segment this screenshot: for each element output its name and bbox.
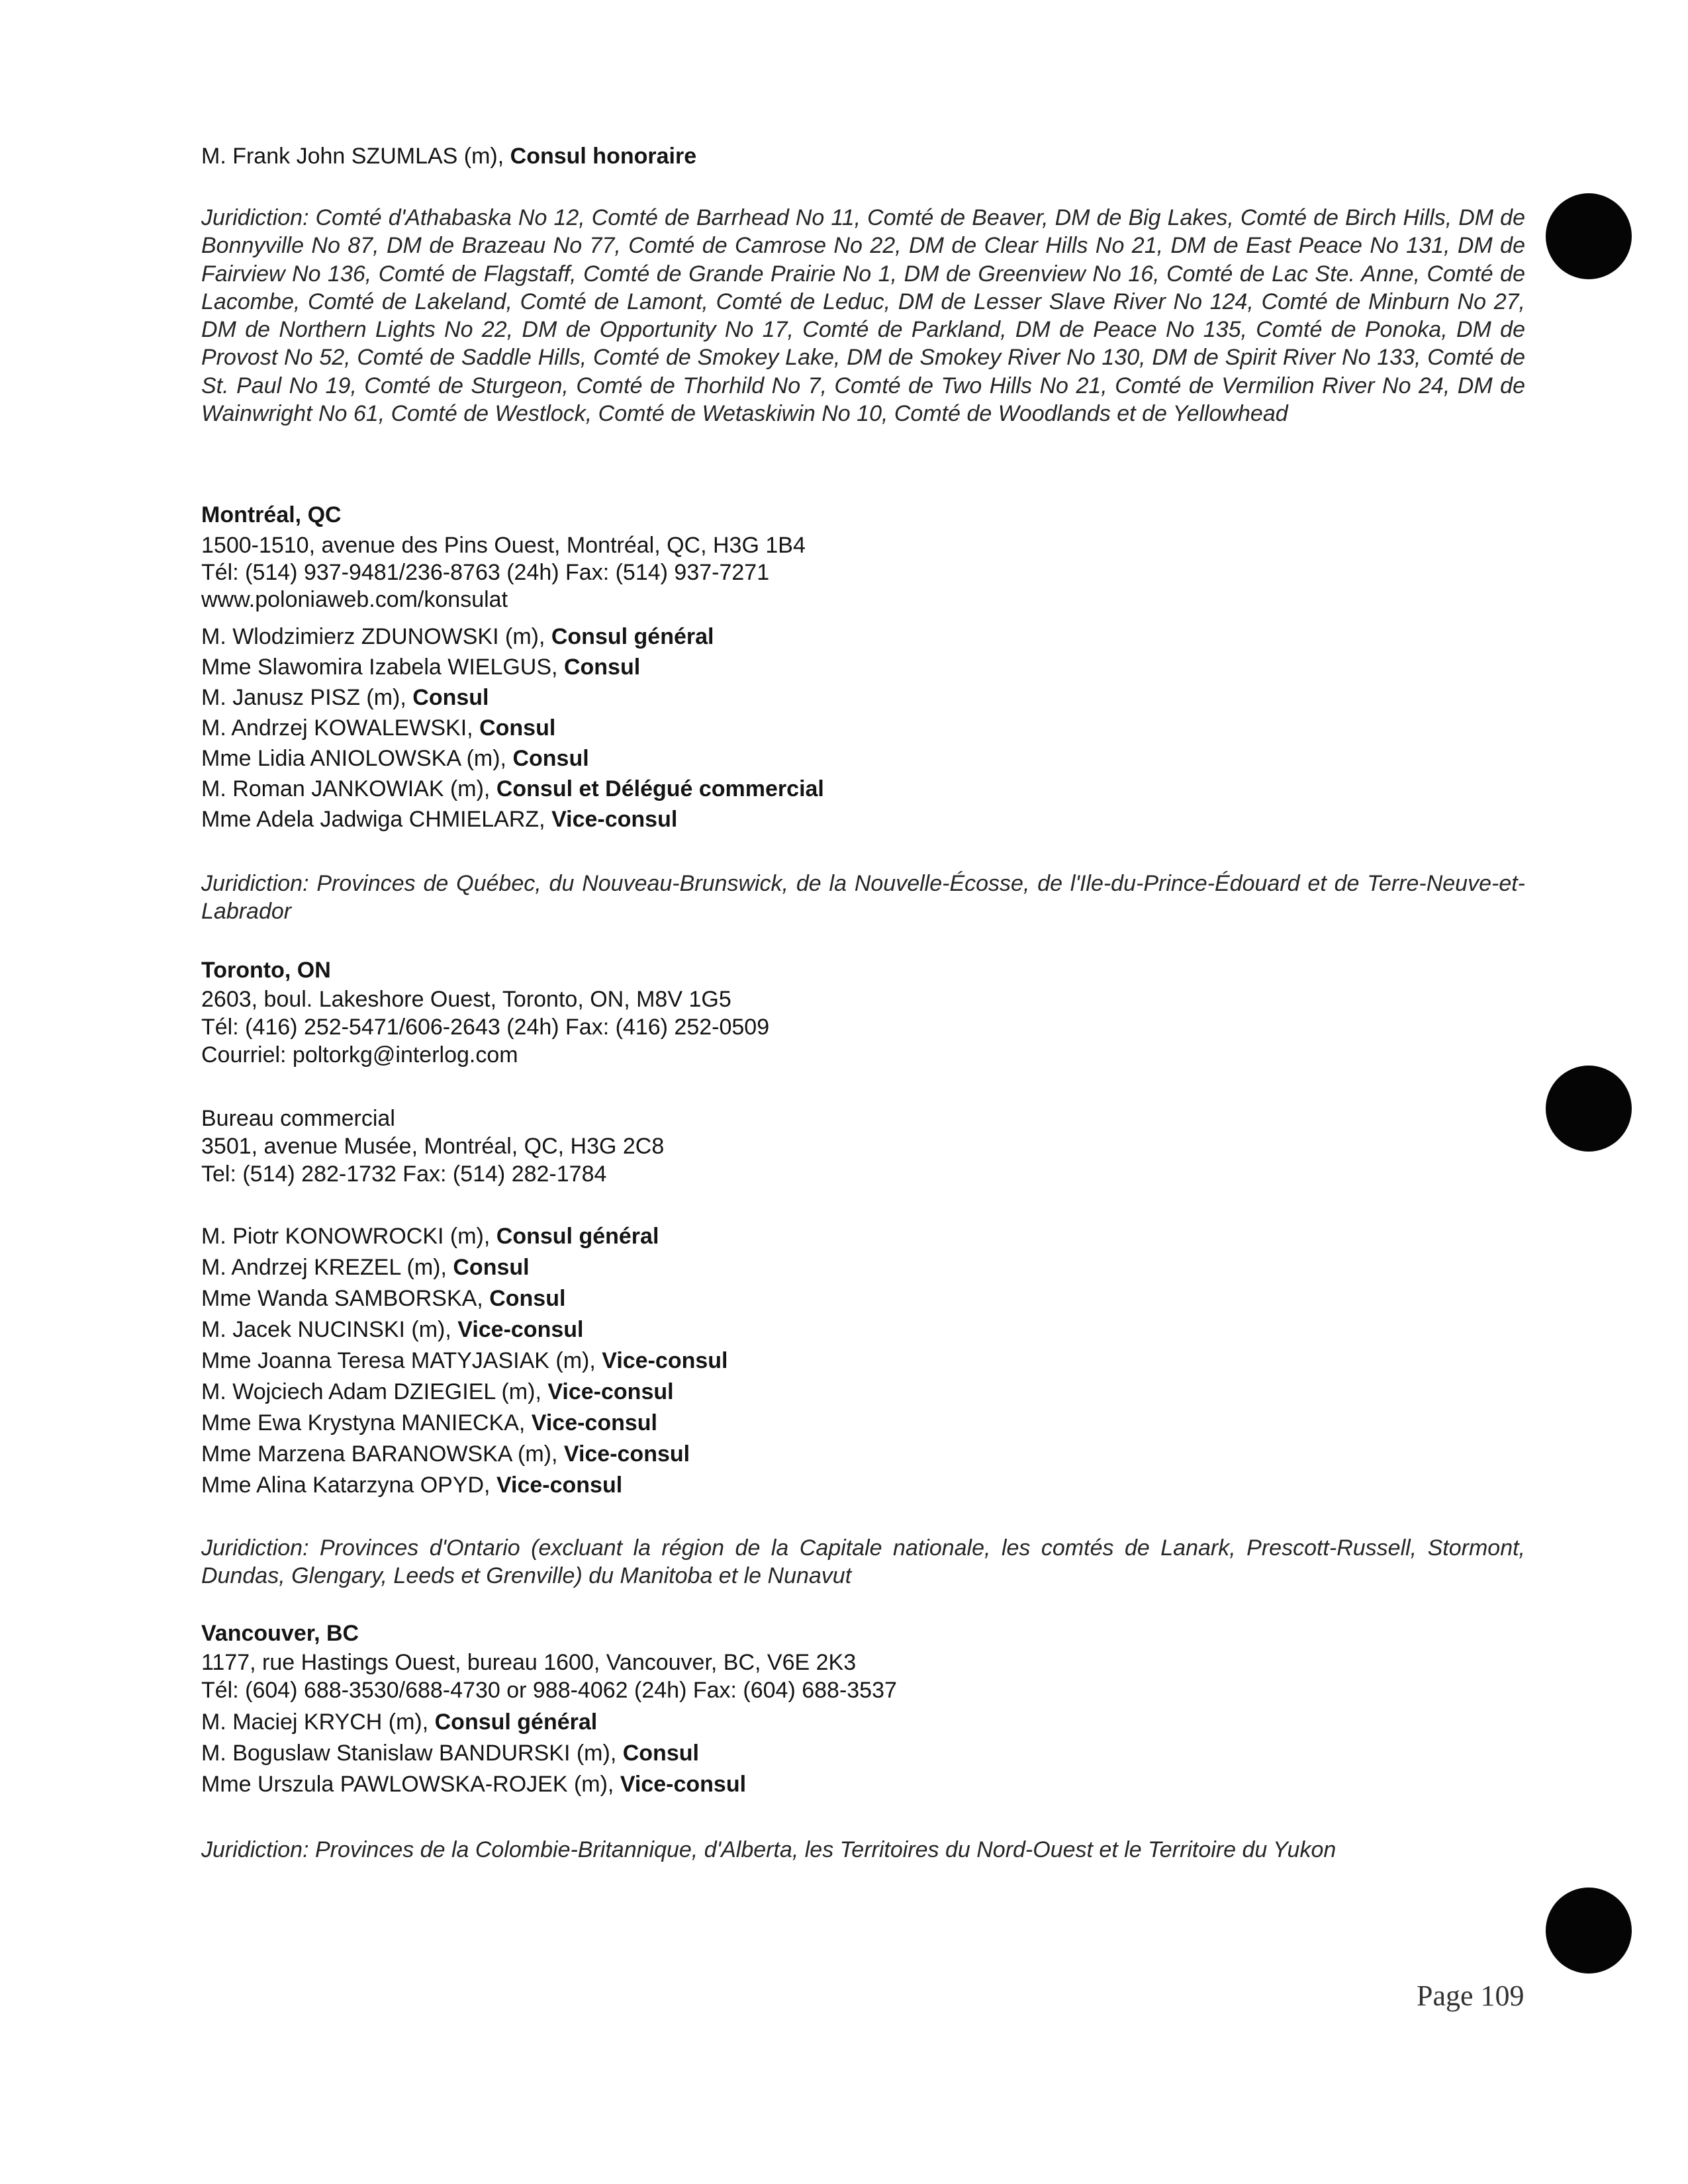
montreal-address: 1500-1510, avenue des Pins Ouest, Montréal, QC, H3G 1B4 — [201, 533, 806, 558]
person-name: Mme Joanna Teresa MATYJASIAK (m), — [201, 1348, 602, 1373]
staff-row — [201, 1377, 1532, 1406]
staff-row — [201, 1346, 1532, 1375]
page-number: Page 109 — [1417, 1979, 1524, 2012]
staff-row — [201, 1739, 1532, 1768]
person-name: M. Boguslaw Stanislaw BANDURSKI (m), — [201, 1741, 623, 1766]
montreal-phone: Tél: (514) 937-9481/236-8763 (24h) Fax: (514) 937-7271 — [201, 560, 770, 585]
person-name: M. Frank John SZUMLAS (m), — [201, 144, 510, 169]
person-name: Mme Adela Jadwiga CHMIELARZ, — [201, 807, 552, 832]
szumlas-entry — [201, 142, 1532, 171]
person-title: Consul général — [434, 1709, 598, 1735]
person-name: Mme Slawomira Izabela WIELGUS, — [201, 655, 564, 680]
binder-hole — [1546, 1888, 1632, 1974]
staff-row — [201, 683, 1532, 712]
vancouver-phone: Tél: (604) 688-3530/688-4730 or 988-4062 (24h) Fax: (604) 688-3537 — [201, 1678, 897, 1703]
staff-row — [201, 1408, 1532, 1437]
person-title: Consul — [622, 1741, 699, 1766]
toronto-email: Courriel: poltorkg@interlog.com — [201, 1042, 518, 1068]
toronto-phone: Tél: (416) 252-5471/606-2643 (24h) Fax: (416) 252-0509 — [201, 1015, 770, 1040]
person-title: Vice-consul — [620, 1772, 747, 1797]
szumlas-jurisdiction: Juridiction: Comté d'Athabaska No 12, Comté de Barrhead No 11, Comté de Beaver, DM de Big Lakes, Comté de Birch Hills, DM de Bonnyville No 87, DM de Brazeau No 77, Comté de Camrose No 22, DM de Clear Hills No 21, DM de East Peace No 131, DM de Fairview No 136, Comté de Flagstaff, Comté de Grande Prairie No 1, DM de Greenview No 16, Comté de Lac Ste. Anne, Comté de Lacombe, Comté de Lakeland, Comté de Lamont, Comté de Leduc, DM de Lesser Slave River No 124, Comté de Minburn No 27, DM de Northern Lights No 22, DM de Opportunity No 17, Comté de Parkland, DM de Peace No 135, Comté de Ponoka, DM de Provost No 52, Comté de Saddle Hills, Comté de Smokey Lake, DM de Smokey River No 130, DM de Spirit River No 133, Comté de St. Paul No 19, Comté de Sturgeon, Comté de Thorhild No 7, Comté de Two Hills No 21, Comté de Vermilion River No 24, DM de Wainwright No 61, Comté de Westlock, Comté de Wetaskiwin No 10, Comté de Woodlands et de Yellowhead — [201, 205, 1525, 427]
person-title: Consul — [512, 746, 589, 771]
person-name: Mme Lidia ANIOLOWSKA (m), — [201, 746, 513, 771]
person-title: Consul — [412, 685, 489, 710]
staff-row — [201, 1284, 1532, 1313]
person-name: Mme Marzena BARANOWSKA (m), — [201, 1441, 564, 1467]
vancouver-jurisdiction: Juridiction: Provinces de la Colombie-Britannique, d'Alberta, les Territoires du Nord-Ouest et le Territoire du Yukon — [201, 1837, 1336, 1862]
person-name: M. Jacek NUCINSKI (m), — [201, 1317, 458, 1342]
trade-office-label: Bureau commercial — [201, 1106, 395, 1131]
montreal-heading: Montréal, QC — [201, 502, 342, 527]
person-title: Vice-consul — [496, 1473, 623, 1498]
person-name: M. Roman JANKOWIAK (m), — [201, 776, 496, 801]
staff-row — [201, 1253, 1532, 1282]
staff-row — [201, 774, 1532, 803]
person-title: Vice-consul — [531, 1410, 658, 1435]
staff-row — [201, 713, 1532, 743]
staff-row — [201, 1707, 1532, 1737]
person-title: Consul honoraire — [510, 144, 697, 169]
staff-row — [201, 1471, 1532, 1500]
person-name: M. Andrzej KOWALEWSKI, — [201, 715, 480, 741]
person-title: Consul — [563, 655, 641, 680]
staff-row — [201, 622, 1532, 651]
staff-row — [201, 1315, 1532, 1344]
person-name: M. Wojciech Adam DZIEGIEL (m), — [201, 1379, 548, 1404]
person-title: Vice-consul — [563, 1441, 690, 1467]
staff-row — [201, 1439, 1532, 1469]
person-name: M. Andrzej KREZEL (m), — [201, 1255, 453, 1280]
binder-hole — [1546, 1066, 1632, 1152]
binder-hole — [1546, 193, 1632, 279]
person-name: Mme Ewa Krystyna MANIECKA, — [201, 1410, 532, 1435]
vancouver-address: 1177, rue Hastings Ouest, bureau 1600, Vancouver, BC, V6E 2K3 — [201, 1650, 857, 1675]
person-title: Consul et Délégué commercial — [496, 776, 824, 801]
staff-row — [201, 805, 1532, 834]
person-title: Consul général — [551, 624, 714, 649]
person-title: Vice-consul — [602, 1348, 728, 1373]
person-title: Consul — [453, 1255, 530, 1280]
staff-row — [201, 1222, 1532, 1251]
toronto-jurisdiction: Juridiction: Provinces d'Ontario (excluant la région de la Capitale nationale, les comtés de Lanark, Prescott-Russell, Stormont, Dundas, Glengary, Leeds et Grenville) du Manitoba et le Nunavut — [201, 1535, 1525, 1589]
person-title: Vice-consul — [551, 807, 678, 832]
person-name: M. Janusz PISZ (m), — [201, 685, 413, 710]
person-title: Vice-consul — [547, 1379, 674, 1404]
toronto-address: 2603, boul. Lakeshore Ouest, Toronto, ON, M8V 1G5 — [201, 987, 731, 1012]
person-title: Vice-consul — [457, 1317, 584, 1342]
toronto-heading: Toronto, ON — [201, 958, 331, 983]
person-name: M. Piotr KONOWROCKI (m), — [201, 1224, 496, 1249]
person-title: Consul — [489, 1286, 566, 1311]
person-name: Mme Alina Katarzyna OPYD, — [201, 1473, 496, 1498]
person-title: Consul général — [496, 1224, 659, 1249]
person-title: Consul — [479, 715, 556, 741]
person-name: M. Maciej KRYCH (m), — [201, 1709, 435, 1735]
staff-row — [201, 744, 1532, 773]
person-name: Mme Urszula PAWLOWSKA-ROJEK (m), — [201, 1772, 620, 1797]
vancouver-heading: Vancouver, BC — [201, 1621, 359, 1646]
montreal-jurisdiction: Juridiction: Provinces de Québec, du Nouveau-Brunswick, de la Nouvelle-Écosse, de l'Ile-du-Prince-Édouard et de Terre-Neuve-et-Labrador — [201, 871, 1525, 925]
trade-office-phone: Tel: (514) 282-1732 Fax: (514) 282-1784 — [201, 1161, 607, 1187]
montreal-website: www.poloniaweb.com/konsulat — [201, 587, 508, 612]
trade-office-address: 3501, avenue Musée, Montréal, QC, H3G 2C8 — [201, 1134, 665, 1159]
staff-row — [201, 653, 1532, 682]
person-name: M. Wlodzimierz ZDUNOWSKI (m), — [201, 624, 551, 649]
person-name: Mme Wanda SAMBORSKA, — [201, 1286, 490, 1311]
staff-row — [201, 1770, 1532, 1799]
